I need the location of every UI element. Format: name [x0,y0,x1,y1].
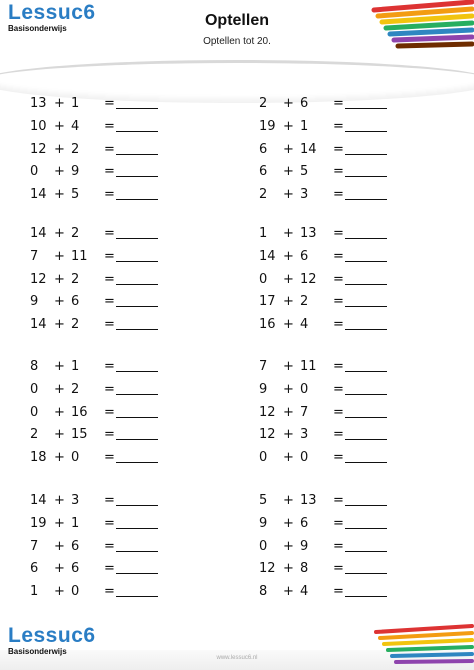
plus-sign: + [283,271,294,287]
answer-blank[interactable] [345,489,387,506]
sum-addend-2: 4 [300,584,309,600]
sum-addend-2: 1 [71,96,80,111]
answer-blank[interactable] [345,378,387,395]
equals-sign: = [333,96,344,111]
plus-sign: + [283,359,294,374]
sum-addend-1: 0 [30,381,39,397]
answer-blank[interactable] [345,160,387,177]
equals-sign: = [333,141,344,157]
sum-addend-1: 0 [259,538,268,554]
plus-sign: + [54,381,65,397]
sum-row [30,160,160,184]
sum-addend-2: 8 [300,561,309,577]
plus-sign: + [283,141,294,157]
plus-sign: + [54,584,65,600]
sum-addend-1: 1 [30,584,39,600]
answer-blank[interactable] [116,489,158,506]
sum-addend-2: 11 [300,359,317,374]
sum-addend-1: 16 [259,317,276,333]
sum-addend-1: 7 [259,359,268,374]
sum-row [259,378,389,402]
equals-sign: = [104,164,115,180]
sum-row [259,222,389,246]
equals-sign: = [104,141,115,157]
equals-sign: = [333,515,344,531]
plus-sign: + [283,450,294,466]
sum-row [259,580,389,604]
sum-addend-1: 10 [30,118,47,134]
sum-row [259,245,389,269]
plus-sign: + [283,294,294,310]
answer-blank[interactable] [116,313,158,330]
sum-addend-2: 5 [300,164,309,180]
sum-addend-2: 0 [300,450,309,466]
pencils-image [364,0,474,60]
sum-row [259,535,389,559]
sum-addend-1: 14 [30,187,47,203]
sum-addend-1: 2 [259,187,268,203]
sum-row [30,535,160,559]
plus-sign: + [283,493,294,508]
sum-addend-2: 6 [300,248,309,264]
sum-row [30,557,160,581]
plus-sign: + [283,427,294,443]
equals-sign: = [333,538,344,554]
equals-sign: = [333,404,344,420]
answer-blank[interactable] [116,580,158,597]
answer-blank[interactable] [116,268,158,285]
sum-addend-2: 2 [71,141,80,157]
plus-sign: + [54,538,65,554]
plus-sign: + [54,96,65,111]
sum-row [30,489,160,513]
equals-sign: = [333,271,344,287]
sum-addend-2: 7 [300,404,309,420]
answer-blank[interactable] [345,92,387,109]
plus-sign: + [283,187,294,203]
answer-blank[interactable] [345,355,387,372]
answer-blank[interactable] [345,535,387,552]
equals-sign: = [104,515,115,531]
sum-addend-1: 12 [30,141,47,157]
sum-row [30,423,160,447]
footer-pencils-image [364,620,474,670]
plus-sign: + [54,226,65,241]
sum-addend-1: 12 [259,427,276,443]
plus-sign: + [283,164,294,180]
equals-sign: = [333,359,344,374]
sum-addend-2: 6 [71,294,80,310]
sum-row [30,401,160,425]
equals-sign: = [333,561,344,577]
answer-blank[interactable] [345,183,387,200]
plus-sign: + [283,561,294,577]
answer-blank[interactable] [116,557,158,574]
answer-blank[interactable] [116,535,158,552]
equals-sign: = [333,248,344,264]
sum-addend-2: 9 [71,164,80,180]
logo-text: Lessuc6 [8,1,96,24]
sum-row [30,115,160,139]
sum-addend-2: 11 [71,248,88,264]
sum-row [30,138,160,162]
sum-row [30,512,160,536]
sum-addend-1: 19 [259,118,276,134]
sum-addend-1: 19 [30,515,47,531]
equals-sign: = [104,404,115,420]
answer-blank[interactable] [345,423,387,440]
answer-blank[interactable] [345,313,387,330]
answer-blank[interactable] [345,512,387,529]
sum-row [259,512,389,536]
sum-addend-2: 14 [300,141,317,157]
sum-addend-1: 5 [259,493,268,508]
equals-sign: = [104,317,115,333]
answer-blank[interactable] [116,138,158,155]
plus-sign: + [283,538,294,554]
answer-blank[interactable] [345,222,387,239]
sum-addend-2: 6 [300,96,309,111]
plus-sign: + [283,584,294,600]
answer-blank[interactable] [345,268,387,285]
equals-sign: = [104,427,115,443]
sum-addend-1: 9 [259,381,268,397]
sum-addend-2: 2 [71,271,80,287]
sum-row [259,355,389,379]
equals-sign: = [104,450,115,466]
sum-addend-2: 13 [300,226,317,241]
sum-addend-1: 0 [259,271,268,287]
sum-row [30,290,160,314]
plus-sign: + [54,404,65,420]
plus-sign: + [54,493,65,508]
sum-row [30,355,160,379]
answer-blank[interactable] [345,245,387,262]
sum-row [259,446,389,470]
equals-sign: = [104,294,115,310]
equals-sign: = [104,381,115,397]
sum-row [259,268,389,292]
sum-addend-1: 1 [259,226,268,241]
plus-sign: + [283,404,294,420]
equals-sign: = [104,538,115,554]
sum-addend-1: 17 [259,294,276,310]
sum-row [30,245,160,269]
sum-addend-1: 7 [30,538,39,554]
sum-addend-1: 14 [30,493,47,508]
answer-blank[interactable] [116,183,158,200]
sum-addend-1: 14 [30,226,47,241]
plus-sign: + [283,96,294,111]
equals-sign: = [104,584,115,600]
sum-addend-2: 15 [71,427,88,443]
answer-blank[interactable] [116,446,158,463]
equals-sign: = [333,118,344,134]
sum-addend-1: 8 [30,359,39,374]
plus-sign: + [54,427,65,443]
sum-row [259,92,389,116]
equals-sign: = [104,271,115,287]
equals-sign: = [333,584,344,600]
page-subtitle: Optellen tot 20. [203,36,271,47]
plus-sign: + [283,381,294,397]
answer-blank[interactable] [345,290,387,307]
plus-sign: + [54,187,65,203]
sum-addend-1: 2 [30,427,39,443]
answer-blank[interactable] [116,401,158,418]
footer-logo [8,625,96,657]
page-header [0,0,474,82]
sum-addend-1: 0 [30,404,39,420]
sum-addend-1: 6 [30,561,39,577]
answer-blank[interactable] [345,401,387,418]
sum-row [259,401,389,425]
answer-blank[interactable] [116,512,158,529]
sum-addend-1: 2 [259,96,268,111]
sum-addend-1: 9 [259,515,268,531]
plus-sign: + [54,271,65,287]
sum-addend-1: 12 [30,271,47,287]
sum-row [259,423,389,447]
sum-row [30,268,160,292]
plus-sign: + [54,294,65,310]
plus-sign: + [54,450,65,466]
sum-addend-2: 4 [300,317,309,333]
page-title: Optellen [204,12,269,29]
answer-blank[interactable] [116,423,158,440]
sum-addend-2: 6 [71,561,80,577]
sum-addend-2: 0 [71,584,80,600]
plus-sign: + [283,317,294,333]
sum-addend-2: 2 [71,226,80,241]
equals-sign: = [104,118,115,134]
sum-addend-1: 6 [259,141,268,157]
answer-blank[interactable] [116,160,158,177]
sum-row [259,290,389,314]
sum-addend-2: 3 [71,493,80,508]
sum-addend-2: 13 [300,493,317,508]
answer-blank[interactable] [345,580,387,597]
sum-addend-1: 13 [30,96,47,111]
sum-row [259,115,389,139]
sum-addend-1: 14 [30,317,47,333]
equals-sign: = [104,96,115,111]
plus-sign: + [54,359,65,374]
plus-sign: + [283,248,294,264]
sum-addend-1: 9 [30,294,39,310]
sum-row [259,160,389,184]
equals-sign: = [333,187,344,203]
equals-sign: = [333,294,344,310]
sum-addend-2: 16 [71,404,88,420]
sum-row [259,489,389,513]
equals-sign: = [333,381,344,397]
sum-addend-2: 9 [300,538,309,554]
sum-row [259,138,389,162]
answer-blank[interactable] [116,378,158,395]
equals-sign: = [104,187,115,203]
equals-sign: = [333,450,344,466]
sum-addend-2: 3 [300,427,309,443]
sum-row [259,183,389,207]
sum-addend-2: 1 [300,118,309,134]
sum-addend-2: 1 [71,359,80,374]
plus-sign: + [54,118,65,134]
equals-sign: = [104,226,115,241]
sum-addend-2: 2 [300,294,309,310]
equals-sign: = [104,359,115,374]
sum-addend-1: 18 [30,450,47,466]
plus-sign: + [54,248,65,264]
sum-addend-1: 8 [259,584,268,600]
sum-row [30,446,160,470]
plus-sign: + [283,226,294,241]
equals-sign: = [333,493,344,508]
equals-sign: = [333,427,344,443]
plus-sign: + [54,317,65,333]
answer-blank[interactable] [345,138,387,155]
sum-row [30,313,160,337]
sum-row [259,313,389,337]
sum-row [30,378,160,402]
sum-addend-2: 12 [300,271,317,287]
sum-addend-2: 6 [71,538,80,554]
plus-sign: + [54,561,65,577]
sum-addend-2: 5 [71,187,80,203]
equals-sign: = [104,561,115,577]
answer-blank[interactable] [116,355,158,372]
sum-addend-2: 1 [71,515,80,531]
answer-blank[interactable] [345,557,387,574]
sum-addend-2: 0 [71,450,80,466]
equals-sign: = [104,248,115,264]
logo-subtitle: Basisonderwijs [8,24,67,33]
answer-blank[interactable] [116,222,158,239]
equals-sign: = [333,226,344,241]
answer-blank[interactable] [345,446,387,463]
sum-addend-1: 14 [259,248,276,264]
answer-blank[interactable] [345,115,387,132]
sum-addend-2: 0 [300,381,309,397]
sum-addend-2: 6 [300,515,309,531]
sum-addend-1: 6 [259,164,268,180]
sum-addend-1: 12 [259,561,276,577]
sum-addend-2: 3 [300,187,309,203]
sum-addend-2: 2 [71,317,80,333]
sum-row [30,92,160,116]
sum-addend-1: 7 [30,248,39,264]
equals-sign: = [333,164,344,180]
equals-sign: = [333,317,344,333]
plus-sign: + [283,118,294,134]
sum-addend-1: 0 [259,450,268,466]
footer-logo-subtitle: Basisonderwijs [8,647,67,656]
plus-sign: + [54,515,65,531]
sum-addend-1: 0 [30,164,39,180]
plus-sign: + [54,141,65,157]
sum-addend-1: 12 [259,404,276,420]
answer-blank[interactable] [116,290,158,307]
equals-sign: = [104,493,115,508]
answer-blank[interactable] [116,245,158,262]
sum-row [30,222,160,246]
sum-row [30,580,160,604]
answer-blank[interactable] [116,92,158,109]
footer-logo-text: Lessuc6 [8,624,96,647]
sum-row [259,557,389,581]
plus-sign: + [283,515,294,531]
sum-row [30,183,160,207]
footer-url: www.lessuc6.nl [216,655,258,661]
plus-sign: + [54,164,65,180]
answer-blank[interactable] [116,115,158,132]
sum-addend-2: 2 [71,381,80,397]
sum-addend-2: 4 [71,118,80,134]
